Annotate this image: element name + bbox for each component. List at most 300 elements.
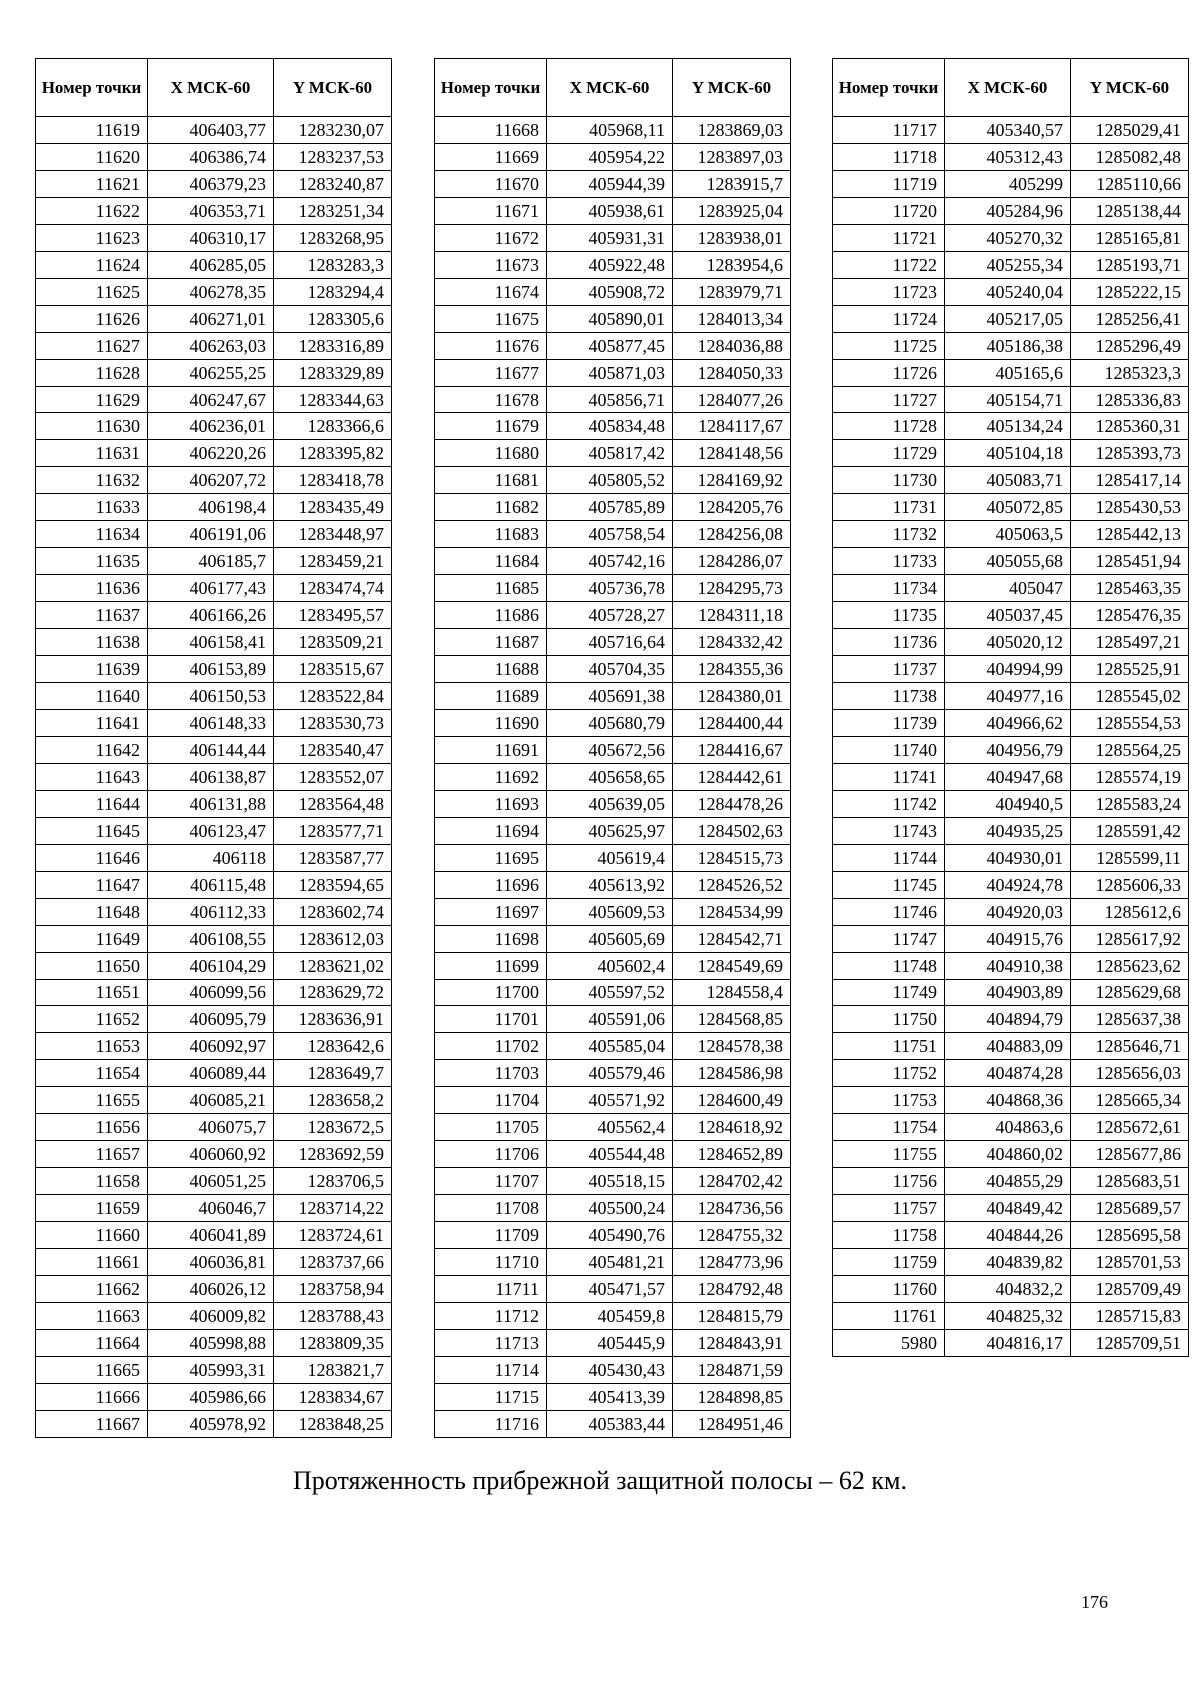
point-number-cell: 11706 (435, 1141, 547, 1168)
point-number-cell: 11760 (833, 1275, 945, 1302)
point-number-cell: 11644 (36, 790, 148, 817)
point-number-cell: 11659 (36, 1195, 148, 1222)
x-coordinate-cell: 405063,5 (945, 521, 1071, 548)
x-coordinate-cell: 405055,68 (945, 548, 1071, 575)
table-row (833, 1141, 1189, 1168)
table-row (36, 494, 392, 521)
x-coordinate-cell: 404849,42 (945, 1195, 1071, 1222)
table-row (36, 817, 392, 844)
coordinates-table-2 (434, 58, 791, 1438)
x-coordinate-cell: 405255,34 (945, 251, 1071, 278)
table-row (435, 332, 791, 359)
x-coordinate-cell: 405047 (945, 575, 1071, 602)
x-coordinate-cell: 404903,89 (945, 979, 1071, 1006)
header-point-number: Номер точки (833, 59, 945, 117)
table-row (36, 1275, 392, 1302)
table-row (833, 413, 1189, 440)
y-coordinate-cell: 1284792,48 (673, 1275, 791, 1302)
y-coordinate-cell: 1283283,3 (274, 251, 392, 278)
point-number-cell: 11700 (435, 979, 547, 1006)
table-row (833, 898, 1189, 925)
x-coordinate-cell: 404844,26 (945, 1222, 1071, 1249)
x-coordinate-cell: 405639,05 (547, 790, 673, 817)
point-number-cell: 11649 (36, 925, 148, 952)
y-coordinate-cell: 1285476,35 (1071, 602, 1189, 629)
table-row (36, 440, 392, 467)
x-coordinate-cell: 405877,45 (547, 332, 673, 359)
y-coordinate-cell: 1285165,81 (1071, 224, 1189, 251)
y-coordinate-cell: 1285709,51 (1071, 1329, 1189, 1356)
x-coordinate-cell: 406131,88 (148, 790, 274, 817)
point-number-cell: 11688 (435, 656, 547, 683)
table-row (833, 683, 1189, 710)
y-coordinate-cell: 1284600,49 (673, 1087, 791, 1114)
x-coordinate-cell: 405562,4 (547, 1114, 673, 1141)
x-coordinate-cell: 405602,4 (547, 952, 673, 979)
x-coordinate-cell: 406285,05 (148, 251, 274, 278)
point-number-cell: 11722 (833, 251, 945, 278)
point-number-cell: 11627 (36, 332, 148, 359)
y-coordinate-cell: 1284871,59 (673, 1356, 791, 1383)
x-coordinate-cell: 405481,21 (547, 1249, 673, 1276)
table-row (435, 1087, 791, 1114)
point-number-cell: 11705 (435, 1114, 547, 1141)
table-row (833, 305, 1189, 332)
table-row (36, 1087, 392, 1114)
point-number-cell: 11757 (833, 1195, 945, 1222)
table-row (435, 1168, 791, 1195)
table-row (36, 763, 392, 790)
point-number-cell: 11745 (833, 871, 945, 898)
table-row (36, 278, 392, 305)
x-coordinate-cell: 405270,32 (945, 224, 1071, 251)
y-coordinate-cell: 1283672,5 (274, 1114, 392, 1141)
y-coordinate-cell: 1283237,53 (274, 143, 392, 170)
x-coordinate-cell: 405742,16 (547, 548, 673, 575)
table-row (833, 1033, 1189, 1060)
point-number-cell: 11621 (36, 170, 148, 197)
table-row (833, 170, 1189, 197)
point-number-cell: 11626 (36, 305, 148, 332)
point-number-cell: 11667 (36, 1410, 148, 1437)
table-row (435, 898, 791, 925)
y-coordinate-cell: 1285709,49 (1071, 1275, 1189, 1302)
point-number-cell: 11717 (833, 117, 945, 144)
table-row (833, 952, 1189, 979)
x-coordinate-cell: 406085,21 (148, 1087, 274, 1114)
x-coordinate-cell: 406123,47 (148, 817, 274, 844)
x-coordinate-cell: 406148,33 (148, 709, 274, 736)
point-number-cell: 11748 (833, 952, 945, 979)
x-coordinate-cell: 405998,88 (148, 1329, 274, 1356)
x-coordinate-cell: 406158,41 (148, 629, 274, 656)
y-coordinate-cell: 1285256,41 (1071, 305, 1189, 332)
x-coordinate-cell: 406207,72 (148, 467, 274, 494)
point-number-cell: 11756 (833, 1168, 945, 1195)
x-coordinate-cell: 405658,65 (547, 763, 673, 790)
table-row (833, 251, 1189, 278)
y-coordinate-cell: 1284295,73 (673, 575, 791, 602)
table-row (833, 979, 1189, 1006)
table-row (833, 1168, 1189, 1195)
table-row (833, 548, 1189, 575)
table-row (833, 790, 1189, 817)
y-coordinate-cell: 1283395,82 (274, 440, 392, 467)
table-row (435, 709, 791, 736)
point-number-cell: 11718 (833, 143, 945, 170)
y-coordinate-cell: 1283979,71 (673, 278, 791, 305)
y-coordinate-cell: 1285701,53 (1071, 1249, 1189, 1276)
y-coordinate-cell: 1284652,89 (673, 1141, 791, 1168)
point-number-cell: 11670 (435, 170, 547, 197)
point-number-cell: 11665 (36, 1356, 148, 1383)
y-coordinate-cell: 1285617,92 (1071, 925, 1189, 952)
x-coordinate-cell: 405083,71 (945, 467, 1071, 494)
y-coordinate-cell: 1284736,56 (673, 1195, 791, 1222)
point-number-cell: 11662 (36, 1275, 148, 1302)
table-row (36, 1410, 392, 1437)
header-row (36, 59, 392, 117)
point-number-cell: 11678 (435, 386, 547, 413)
x-coordinate-cell: 406089,44 (148, 1060, 274, 1087)
point-number-cell: 11682 (435, 494, 547, 521)
y-coordinate-cell: 1285193,71 (1071, 251, 1189, 278)
x-coordinate-cell: 404920,03 (945, 898, 1071, 925)
point-number-cell: 11716 (435, 1410, 547, 1437)
x-coordinate-cell: 406236,01 (148, 413, 274, 440)
y-coordinate-cell: 1283564,48 (274, 790, 392, 817)
point-number-cell: 11646 (36, 844, 148, 871)
point-number-cell: 11732 (833, 521, 945, 548)
point-number-cell: 11736 (833, 629, 945, 656)
point-number-cell: 11747 (833, 925, 945, 952)
x-coordinate-cell: 406144,44 (148, 736, 274, 763)
table-row (36, 844, 392, 871)
point-number-cell: 11741 (833, 763, 945, 790)
table-row (435, 683, 791, 710)
y-coordinate-cell: 1284815,79 (673, 1302, 791, 1329)
y-coordinate-cell: 1283577,71 (274, 817, 392, 844)
table-row (36, 736, 392, 763)
table-row (833, 224, 1189, 251)
x-coordinate-cell: 406198,4 (148, 494, 274, 521)
table-row (435, 656, 791, 683)
x-coordinate-cell: 405856,71 (547, 386, 673, 413)
y-coordinate-cell: 1283344,63 (274, 386, 392, 413)
y-coordinate-cell: 1283714,22 (274, 1195, 392, 1222)
y-coordinate-cell: 1285417,14 (1071, 467, 1189, 494)
point-number-cell: 11645 (36, 817, 148, 844)
table-row (435, 1249, 791, 1276)
table-row (833, 925, 1189, 952)
x-coordinate-cell: 406099,56 (148, 979, 274, 1006)
y-coordinate-cell: 1285574,19 (1071, 763, 1189, 790)
y-coordinate-cell: 1284036,88 (673, 332, 791, 359)
point-number-cell: 11655 (36, 1087, 148, 1114)
x-coordinate-cell: 406026,12 (148, 1275, 274, 1302)
header-x-coordinate: X МСК-60 (547, 59, 673, 117)
point-number-cell: 11687 (435, 629, 547, 656)
y-coordinate-cell: 1285656,03 (1071, 1060, 1189, 1087)
coordinates-table-1 (35, 58, 392, 1438)
y-coordinate-cell: 1283230,07 (274, 117, 392, 144)
table-row (833, 359, 1189, 386)
x-coordinate-cell: 406386,74 (148, 143, 274, 170)
point-number-cell: 11653 (36, 1033, 148, 1060)
point-number-cell: 11723 (833, 278, 945, 305)
y-coordinate-cell: 1284077,26 (673, 386, 791, 413)
x-coordinate-cell: 406041,89 (148, 1222, 274, 1249)
x-coordinate-cell: 405758,54 (547, 521, 673, 548)
point-number-cell: 11692 (435, 763, 547, 790)
point-number-cell: 11759 (833, 1249, 945, 1276)
y-coordinate-cell: 1284380,01 (673, 683, 791, 710)
table-row (435, 359, 791, 386)
table-row (833, 1006, 1189, 1033)
header-row (435, 59, 791, 117)
table-row (435, 736, 791, 763)
table-row (833, 1302, 1189, 1329)
table-row (435, 952, 791, 979)
x-coordinate-cell: 406310,17 (148, 224, 274, 251)
point-number-cell: 11713 (435, 1329, 547, 1356)
table-row (435, 494, 791, 521)
x-coordinate-cell: 406138,87 (148, 763, 274, 790)
x-coordinate-cell: 406177,43 (148, 575, 274, 602)
y-coordinate-cell: 1285672,61 (1071, 1114, 1189, 1141)
point-number-cell: 11630 (36, 413, 148, 440)
x-coordinate-cell: 406150,53 (148, 683, 274, 710)
x-coordinate-cell: 405445,9 (547, 1329, 673, 1356)
x-coordinate-cell: 405625,97 (547, 817, 673, 844)
y-coordinate-cell: 1285336,83 (1071, 386, 1189, 413)
table-row (36, 925, 392, 952)
table-row (833, 602, 1189, 629)
x-coordinate-cell: 406403,77 (148, 117, 274, 144)
table-row (36, 359, 392, 386)
table-row (833, 736, 1189, 763)
x-coordinate-cell: 405020,12 (945, 629, 1071, 656)
y-coordinate-cell: 1284542,71 (673, 925, 791, 952)
x-coordinate-cell: 406166,26 (148, 602, 274, 629)
x-coordinate-cell: 405619,4 (547, 844, 673, 871)
header-y-coordinate: Y МСК-60 (673, 59, 791, 117)
table-row (36, 332, 392, 359)
point-number-cell: 11726 (833, 359, 945, 386)
point-number-cell: 11657 (36, 1141, 148, 1168)
x-coordinate-cell: 405104,18 (945, 440, 1071, 467)
y-coordinate-cell: 1283848,25 (274, 1410, 392, 1437)
x-coordinate-cell: 406092,97 (148, 1033, 274, 1060)
point-number-cell: 11714 (435, 1356, 547, 1383)
point-number-cell: 11727 (833, 386, 945, 413)
point-number-cell: 11755 (833, 1141, 945, 1168)
table-row (36, 305, 392, 332)
y-coordinate-cell: 1283540,47 (274, 736, 392, 763)
table-row (36, 1222, 392, 1249)
y-coordinate-cell: 1283602,74 (274, 898, 392, 925)
point-number-cell: 11704 (435, 1087, 547, 1114)
point-number-cell: 11624 (36, 251, 148, 278)
point-number-cell: 11707 (435, 1168, 547, 1195)
x-coordinate-cell: 405805,52 (547, 467, 673, 494)
y-coordinate-cell: 1285554,53 (1071, 709, 1189, 736)
x-coordinate-cell: 404863,6 (945, 1114, 1071, 1141)
point-number-cell: 11740 (833, 736, 945, 763)
point-number-cell: 11735 (833, 602, 945, 629)
y-coordinate-cell: 1283294,4 (274, 278, 392, 305)
point-number-cell: 11629 (36, 386, 148, 413)
table-row (36, 386, 392, 413)
x-coordinate-cell: 405413,39 (547, 1383, 673, 1410)
x-coordinate-cell: 404874,28 (945, 1060, 1071, 1087)
y-coordinate-cell: 1285599,11 (1071, 844, 1189, 871)
x-coordinate-cell: 405471,57 (547, 1275, 673, 1302)
point-number-cell: 11658 (36, 1168, 148, 1195)
y-coordinate-cell: 1284578,38 (673, 1033, 791, 1060)
y-coordinate-cell: 1285451,94 (1071, 548, 1189, 575)
x-coordinate-cell: 405605,69 (547, 925, 673, 952)
point-number-cell: 11724 (833, 305, 945, 332)
y-coordinate-cell: 1285360,31 (1071, 413, 1189, 440)
x-coordinate-cell: 405931,31 (547, 224, 673, 251)
point-number-cell: 11686 (435, 602, 547, 629)
y-coordinate-cell: 1283268,95 (274, 224, 392, 251)
header-x-coordinate: X МСК-60 (945, 59, 1071, 117)
y-coordinate-cell: 1284013,34 (673, 305, 791, 332)
x-coordinate-cell: 405609,53 (547, 898, 673, 925)
point-number-cell: 11639 (36, 656, 148, 683)
point-number-cell: 11693 (435, 790, 547, 817)
y-coordinate-cell: 1285222,15 (1071, 278, 1189, 305)
y-coordinate-cell: 1283329,89 (274, 359, 392, 386)
point-number-cell: 11754 (833, 1114, 945, 1141)
x-coordinate-cell: 405968,11 (547, 117, 673, 144)
x-coordinate-cell: 405716,64 (547, 629, 673, 656)
point-number-cell: 11648 (36, 898, 148, 925)
x-coordinate-cell: 405993,31 (148, 1356, 274, 1383)
y-coordinate-cell: 1283530,73 (274, 709, 392, 736)
y-coordinate-cell: 1283788,43 (274, 1302, 392, 1329)
table-row (435, 575, 791, 602)
point-number-cell: 11731 (833, 494, 945, 521)
y-coordinate-cell: 1283954,6 (673, 251, 791, 278)
x-coordinate-cell: 406075,7 (148, 1114, 274, 1141)
table-row (36, 413, 392, 440)
y-coordinate-cell: 1283938,01 (673, 224, 791, 251)
point-number-cell: 11703 (435, 1060, 547, 1087)
x-coordinate-cell: 404910,38 (945, 952, 1071, 979)
y-coordinate-cell: 1285637,38 (1071, 1006, 1189, 1033)
header-x-coordinate: X МСК-60 (148, 59, 274, 117)
y-coordinate-cell: 1283834,67 (274, 1383, 392, 1410)
x-coordinate-cell: 404915,76 (945, 925, 1071, 952)
y-coordinate-cell: 1284898,85 (673, 1383, 791, 1410)
table-row (833, 656, 1189, 683)
x-coordinate-cell: 404894,79 (945, 1006, 1071, 1033)
table-row (435, 602, 791, 629)
y-coordinate-cell: 1283724,61 (274, 1222, 392, 1249)
point-number-cell: 11753 (833, 1087, 945, 1114)
table-row (36, 251, 392, 278)
table-row (435, 1114, 791, 1141)
x-coordinate-cell: 405597,52 (547, 979, 673, 1006)
x-coordinate-cell: 404868,36 (945, 1087, 1071, 1114)
x-coordinate-cell: 404855,29 (945, 1168, 1071, 1195)
x-coordinate-cell: 405704,35 (547, 656, 673, 683)
y-coordinate-cell: 1285463,35 (1071, 575, 1189, 602)
point-number-cell: 11661 (36, 1249, 148, 1276)
x-coordinate-cell: 404935,25 (945, 817, 1071, 844)
table-row (36, 1060, 392, 1087)
table-row (36, 548, 392, 575)
table-row (435, 548, 791, 575)
y-coordinate-cell: 1284951,46 (673, 1410, 791, 1437)
y-coordinate-cell: 1284534,99 (673, 898, 791, 925)
table-row (36, 790, 392, 817)
table-row (833, 278, 1189, 305)
point-number-cell: 11619 (36, 117, 148, 144)
table-row (833, 386, 1189, 413)
header-row (833, 59, 1189, 117)
point-number-cell: 11637 (36, 602, 148, 629)
x-coordinate-cell: 404816,17 (945, 1329, 1071, 1356)
y-coordinate-cell: 1285715,83 (1071, 1302, 1189, 1329)
point-number-cell: 11694 (435, 817, 547, 844)
x-coordinate-cell: 405217,05 (945, 305, 1071, 332)
table-row (435, 925, 791, 952)
table-row (435, 1006, 791, 1033)
y-coordinate-cell: 1285583,24 (1071, 790, 1189, 817)
point-number-cell: 11677 (435, 359, 547, 386)
point-number-cell: 11738 (833, 683, 945, 710)
y-coordinate-cell: 1284773,96 (673, 1249, 791, 1276)
x-coordinate-cell: 405518,15 (547, 1168, 673, 1195)
table-row (36, 1249, 392, 1276)
x-coordinate-cell: 404832,2 (945, 1275, 1071, 1302)
x-coordinate-cell: 405186,38 (945, 332, 1071, 359)
x-coordinate-cell: 404839,82 (945, 1249, 1071, 1276)
y-coordinate-cell: 1283366,6 (274, 413, 392, 440)
x-coordinate-cell: 405986,66 (148, 1383, 274, 1410)
table-row (833, 332, 1189, 359)
y-coordinate-cell: 1283448,97 (274, 521, 392, 548)
y-coordinate-cell: 1285430,53 (1071, 494, 1189, 521)
table-row (435, 1410, 791, 1437)
x-coordinate-cell: 405817,42 (547, 440, 673, 467)
x-coordinate-cell: 406255,25 (148, 359, 274, 386)
y-coordinate-cell: 1284117,67 (673, 413, 791, 440)
table-row (36, 224, 392, 251)
table-row (435, 305, 791, 332)
y-coordinate-cell: 1283629,72 (274, 979, 392, 1006)
table-row (36, 575, 392, 602)
point-number-cell: 11702 (435, 1033, 547, 1060)
point-number-cell: 11697 (435, 898, 547, 925)
point-number-cell: 11625 (36, 278, 148, 305)
y-coordinate-cell: 1283621,02 (274, 952, 392, 979)
x-coordinate-cell: 405585,04 (547, 1033, 673, 1060)
point-number-cell: 11761 (833, 1302, 945, 1329)
point-number-cell: 11638 (36, 629, 148, 656)
x-coordinate-cell: 405672,56 (547, 736, 673, 763)
table-row (833, 521, 1189, 548)
table-row (36, 1383, 392, 1410)
y-coordinate-cell: 1283809,35 (274, 1329, 392, 1356)
table-row (435, 278, 791, 305)
table-row (435, 1383, 791, 1410)
y-coordinate-cell: 1285545,02 (1071, 683, 1189, 710)
